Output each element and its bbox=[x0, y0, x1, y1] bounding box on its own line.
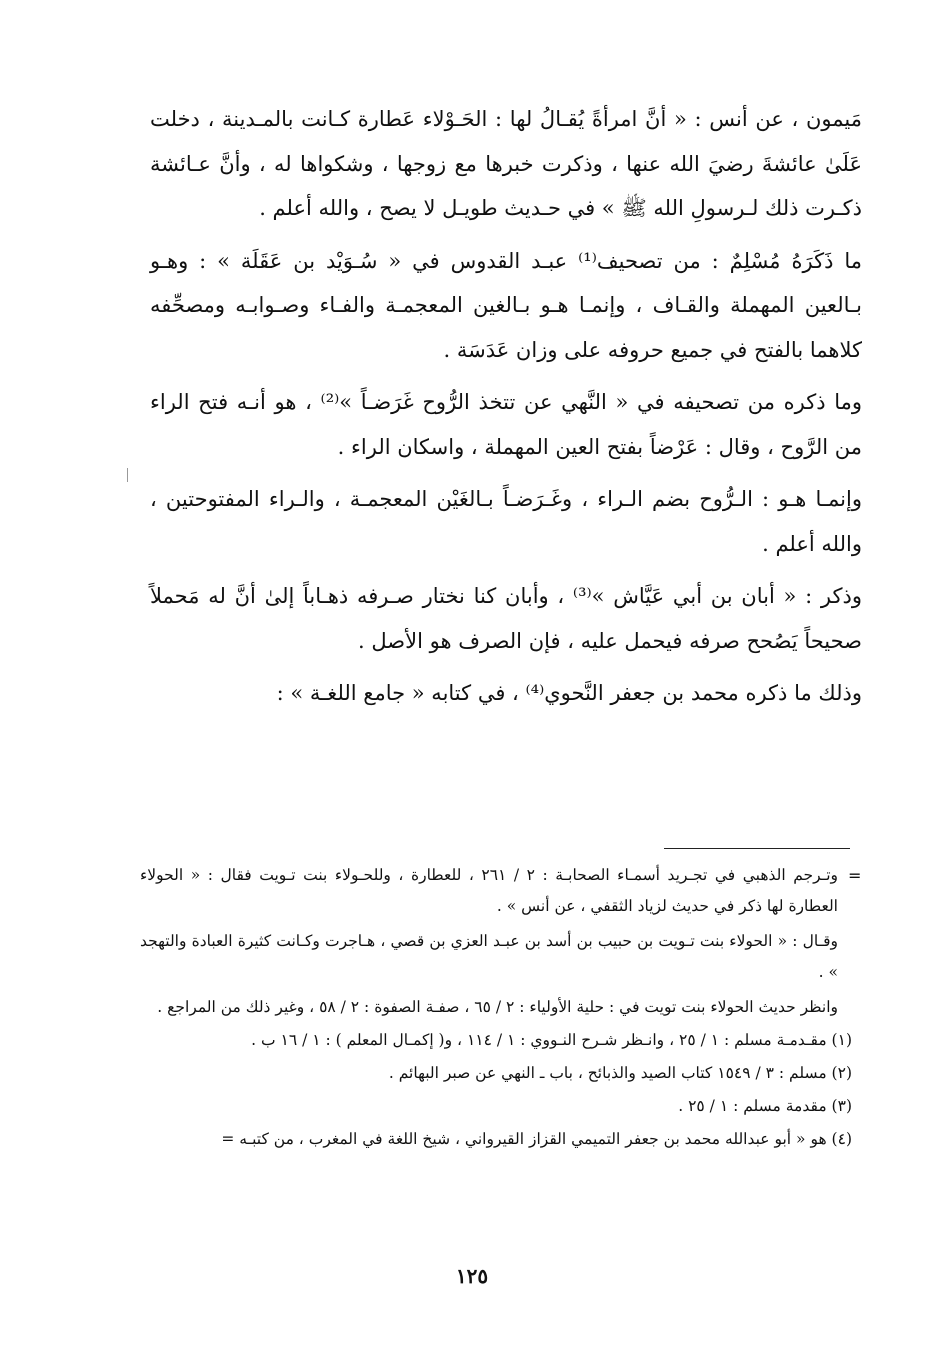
footnotes bbox=[140, 860, 852, 1155]
body-paragraph: ما ذَكَرَهُ مُسْلِمٌ : من تصحيف⁽¹⁾ عبـد القدوس في « سُـوَيْد بن عَقَلَة » : وهـو بـالعين المهملة والقـاف ، وإنمـا هـو بـالغين المعجمـة والفـاء وصـوابـه ومصحِّفه كلاهما بالفتح في جميع حروفه على وزان عَدَسَة . bbox=[150, 248, 862, 362]
main-text bbox=[150, 97, 862, 716]
footnote-1: (١) مقـدمـة مسلم : ١ / ٢٥ ، وانـظر شـرح النـووي : ١ / ١١٤ ، و( إكمـال المعلم ) : ١ / ١٦ ب . bbox=[251, 1031, 852, 1049]
footnote-3: (٣) مقدمة مسلم : ١ / ٢٥ . bbox=[678, 1097, 852, 1115]
page-number: ١٢٥ bbox=[455, 1264, 489, 1288]
footnote-continuation-mark: = bbox=[848, 866, 862, 885]
body-paragraph: وذكر : « أبان بن أبي عَيَّاش »⁽³⁾ ، وأبان كنا نختار صـرفه ذهـاباً إلىٰ أنَّ له مَحملاً صحيحاً يَصُحح صرفه فيحمل عليه ، فإن الصرف هو الأصل . bbox=[150, 584, 862, 653]
footnote-separator bbox=[664, 848, 850, 849]
footnote-2: (٢) مسلم : ٣ / ١٥٤٩ كتاب الصيد والذبائح ، باب ـ النهي عن صبر البهائم . bbox=[388, 1064, 852, 1082]
body-paragraph: مَيمون ، عن أنس : « أنَّ امرأةً يُقـالُ لها : الحَـوْلاء عَطارة كـانت بالمـدينة ، دخلت عَلَىٰ عائشةَ رضيَ الله عنها ، وذكرت خبرها مع زوجها ، وشكواها له ، وأنَّ عـائشة ذكـرت ذلك لـرسولِ الله ﷺ » في حـديث طويـل لا يصح ، والله أعلم . bbox=[150, 107, 862, 220]
footnote-continued: وقـال : « الحولاء بنت تـويت بن حبيب بن أسد بن عبـد العزي بن قصي ، هـاجرت وكـانت كثيرة العبادة والتهجد » . bbox=[140, 932, 838, 981]
footnote-4: (٤) هو « أبو عبدالله محمد بن جعفر التميمي القزاز القيرواني ، شيخ اللغة في المغرب ، من كتبـه = bbox=[221, 1130, 852, 1148]
body-paragraph: وإنمـا هـو : الـرُّوح بضم الـراء ، وغَـرَضـاً بـالغَيْن المعجمـة ، والـراء المفتوحتين ، والله أعلم . bbox=[150, 487, 862, 556]
footnote-continued: وتـرجم الذهبي في تجـريد أسمـاء الصحابـة : ٢ / ٢٦١ ، للعطارة ، وللحـولاء بنت تـويت فقال : « الحولاء العطارة لها ذكر في حديث لزياد الثقفي ، عن أنس » . bbox=[140, 866, 838, 915]
body-paragraph: وذلك ما ذكره محمد بن جعفر النَّحوي⁽⁴⁾ ، في كتابه « جامع اللغـة » : bbox=[276, 681, 862, 705]
margin-mark bbox=[127, 468, 128, 482]
body-paragraph: وما ذكره من تصحيفه في « النَّهي عن تتخذ الرُّوح غَرَضـاً »⁽²⁾ ، هو أنـه فتح الراء من الرَّوح ، وقال : عَرْضاً بفتح العين المهملة ، واسكان الراء . bbox=[150, 390, 862, 459]
footnote-continued: وانظر حديث الحولاء بنت تويت في : حلية الأولياء : ٢ / ٦٥ ، صفـة الصفوة : ٢ / ٥٨ ، وغير ذلك من المراجع . bbox=[157, 998, 838, 1016]
